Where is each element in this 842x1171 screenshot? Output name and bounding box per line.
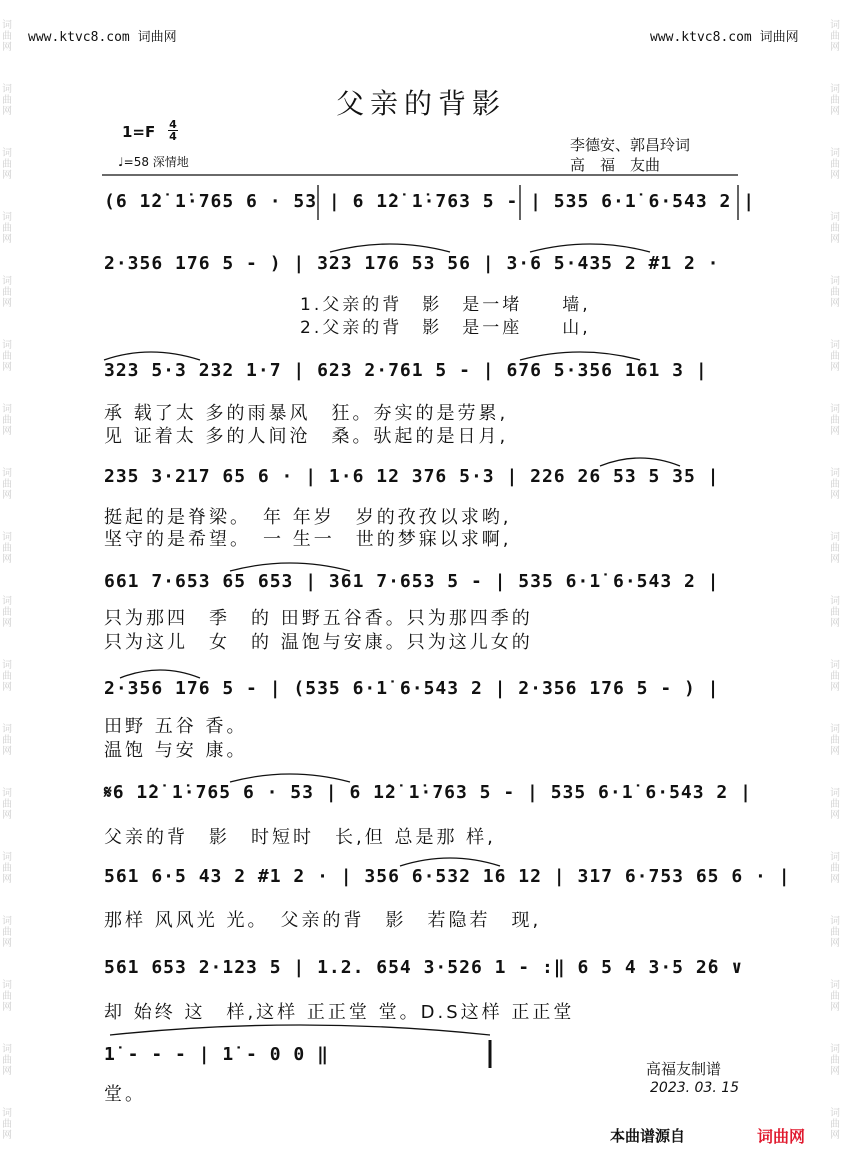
side-mark-text: 词 曲 网 [830, 20, 840, 53]
side-mark-text: 词 曲 网 [2, 724, 12, 757]
score-maker: 高福友制谱 [646, 1060, 722, 1078]
score-line-8: 561 6·5 43 2 #1 2 · | 356 6·532 16 12 | 317 6·753 65 6 · | [104, 866, 791, 887]
score-line-6: 2·356 176 5 - | (535 6·1̇ 6·543 2 | 2·356 176 5 - ) | [104, 678, 720, 699]
side-mark-text: 词 曲 网 [830, 212, 840, 245]
lyric-line-3b: 见 证着太 多的人间沧 桑。驮起的是日月, [104, 426, 509, 447]
slur [600, 458, 680, 466]
lyric-line-9a: 却 始终 这 样,这样 正正堂 堂。D.S这样 正正堂 [104, 1002, 575, 1023]
side-mark-text: 词 曲 网 [830, 404, 840, 437]
side-mark-text: 词 曲 网 [830, 980, 840, 1013]
lyric-line-4a: 挺起的是脊梁。 年 年岁 岁的孜孜以求哟, [104, 507, 512, 528]
side-mark-text: 词 曲 网 [830, 1108, 840, 1141]
lyric-line-3a: 承 载了太 多的雨暴风 狂。夯实的是劳累, [104, 403, 509, 424]
slur [330, 244, 450, 252]
slur [230, 563, 350, 571]
score-line-3: 323 5·3 232 1·7 | 623 2·761 5 - | 676 5·356 161 3 | [104, 360, 708, 381]
side-mark-text: 词 曲 网 [2, 852, 12, 885]
side-mark-text: 词 曲 网 [830, 852, 840, 885]
lyric-line-7a: 父亲的背 影 时短时 长,但 总是那 样, [104, 827, 496, 848]
side-mark-text: 词 曲 网 [2, 1108, 12, 1141]
score-line-5: 661 7·653 65 653 | 361 7·653 5 - | 535 6·1̇ 6·543 2 | [104, 571, 720, 592]
lyric-line-6b: 温饱 与安 康。 [104, 740, 248, 761]
side-mark-text: 词 曲 网 [2, 276, 12, 309]
lyric-line-4b: 坚守的是希望。 一 生一 世的梦寐以求啊, [104, 529, 512, 550]
site-url-left[interactable]: www.ktvc8.com 词曲网 [28, 30, 177, 45]
lyric-line-2a: 1.父亲的背 影 是一堵 墙, [300, 295, 591, 315]
side-mark-text: 词 曲 网 [2, 916, 12, 949]
lyric-line-6a: 田野 五谷 香。 [104, 716, 248, 737]
side-mark-text: 词 曲 网 [2, 340, 12, 373]
side-mark-text: 词 曲 网 [2, 532, 12, 565]
tempo-marking: ♩=58 深情地 [118, 155, 189, 169]
slur [230, 774, 350, 782]
side-mark-text: 词 曲 网 [2, 788, 12, 821]
lyric-line-2b: 2.父亲的背 影 是一座 山, [300, 318, 591, 338]
lyricist-credit: 李德安、郭昌玲词 [570, 136, 691, 154]
score-line-1: (6 1̇2̇ 1̇·765 6 · 53 | 6 1̇2̇ 1̇·763 5 - | 535 6·1̇ 6·543 2 | [104, 191, 756, 212]
slur [104, 352, 200, 360]
side-mark-text: 词 曲 网 [830, 532, 840, 565]
side-mark-text: 词 曲 网 [2, 20, 12, 53]
source-label: 本曲谱源自 [610, 1127, 686, 1145]
side-mark-text: 词 曲 网 [2, 148, 12, 181]
side-mark-text: 词 曲 网 [830, 148, 840, 181]
side-mark-text: 词 曲 网 [2, 404, 12, 437]
site-url-right[interactable]: www.ktvc8.com 词曲网 [650, 30, 799, 45]
side-mark-text: 词 曲 网 [2, 468, 12, 501]
score-line-4: 235 3·217 65 6 · | 1·6 12 376 5·3 | 226 26 53 5 35 | [104, 466, 720, 487]
side-mark-text: 词 曲 网 [830, 1044, 840, 1077]
time-sig-top: 4 [169, 118, 177, 131]
score-line-10: 1̇ - - - | 1̇ - 0 0 ‖ [104, 1044, 329, 1065]
side-mark-text: 词 曲 网 [830, 84, 840, 117]
side-mark-text: 词 曲 网 [830, 916, 840, 949]
score-date: 2023. 03. 15 [650, 1080, 740, 1096]
side-mark-text: 词 曲 网 [2, 84, 12, 117]
site-logo[interactable]: 词曲网 [757, 1127, 806, 1146]
page-title: 父亲的背影 [335, 87, 506, 120]
lyric-line-10a: 堂。 [104, 1084, 146, 1105]
lyric-line-8a: 那样 风风光 光。 父亲的背 影 若隐若 现, [104, 910, 542, 931]
slur [110, 1025, 490, 1035]
key-signature: 1=F [122, 123, 156, 141]
side-mark-text: 词 曲 网 [830, 340, 840, 373]
side-mark-text: 词 曲 网 [830, 788, 840, 821]
slur [400, 858, 500, 866]
time-sig-bottom: 4 [169, 130, 177, 143]
score-line-9: 561 653 2·123 5 | 1.2. 654 3·526 1 - :‖ 6 5 4 3·5 2̇6 ∨ [104, 957, 744, 978]
slur [530, 244, 650, 252]
side-mark-text: 词 曲 网 [2, 596, 12, 629]
side-mark-text: 词 曲 网 [2, 980, 12, 1013]
side-mark-text: 词 曲 网 [830, 724, 840, 757]
lyric-line-5a: 只为那四 季 的 田野五谷香。只为那四季的 [104, 608, 533, 629]
side-mark-text: 词 曲 网 [2, 660, 12, 693]
side-mark-text: 词 曲 网 [2, 212, 12, 245]
slur [520, 352, 640, 360]
side-mark-text: 词 曲 网 [830, 660, 840, 693]
score-line-7: 𝄋6 1̇2̇ 1̇·765 6 · 53 | 6 1̇2̇ 1̇·763 5 - | 535 6·1̇ 6·543 2 | [104, 782, 752, 803]
slur [120, 670, 200, 678]
side-mark-text: 词 曲 网 [830, 468, 840, 501]
side-mark-text: 词 曲 网 [830, 276, 840, 309]
side-mark-text: 词 曲 网 [2, 1044, 12, 1077]
lyric-line-5b: 只为这儿 女 的 温饱与安康。只为这儿女的 [104, 632, 533, 653]
side-mark-text: 词 曲 网 [830, 596, 840, 629]
score-line-2: 2·356 176 5 - ) | 323 176 53 56 | 3·6 5·435 2 #1 2 · [104, 253, 720, 274]
composer-credit: 高 福 友曲 [570, 156, 661, 174]
